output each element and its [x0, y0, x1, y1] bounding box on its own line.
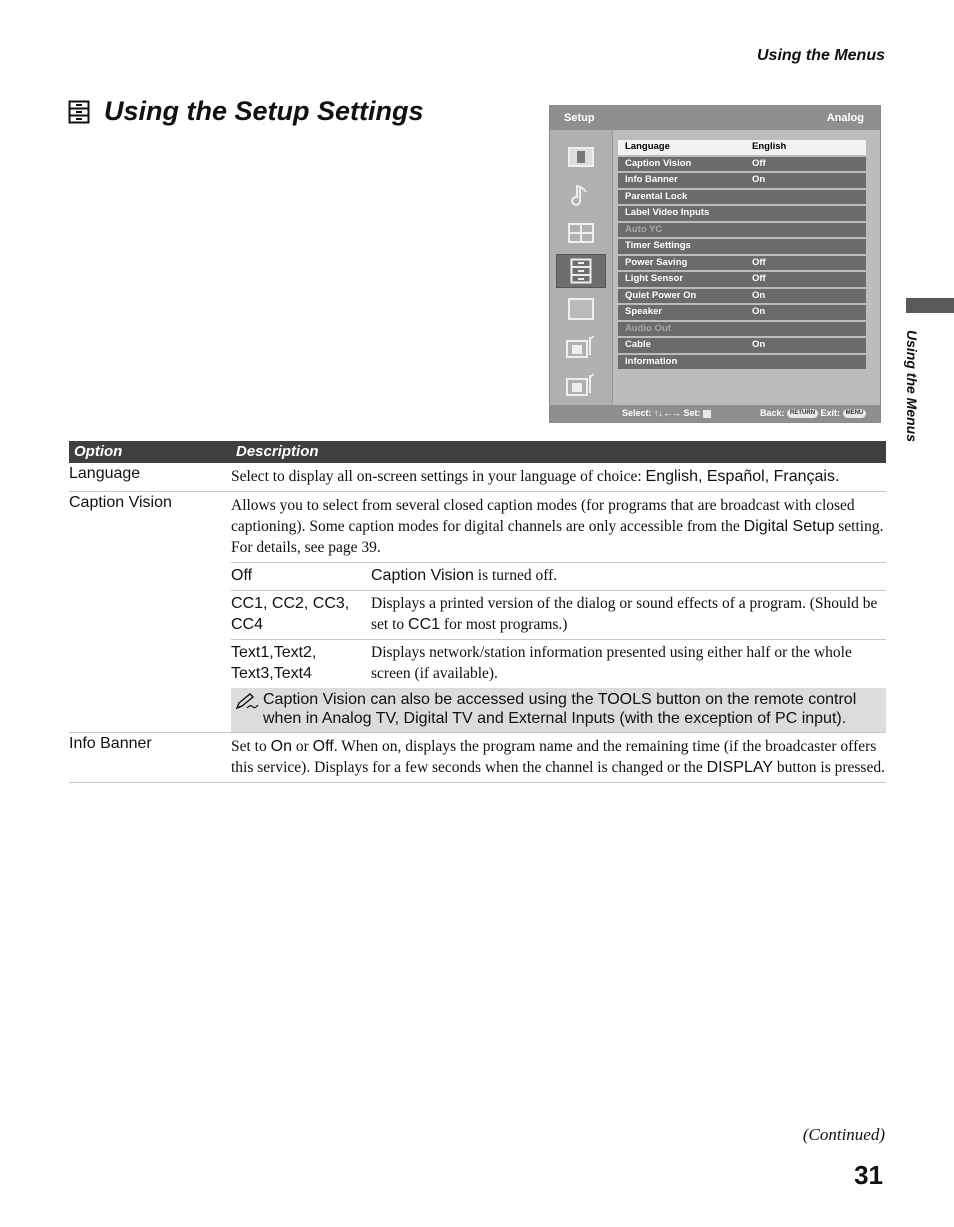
- arrow-keys-icon: ↑↓←→: [654, 408, 682, 418]
- menu-item-disabled: Auto YC: [618, 223, 866, 238]
- side-tab-marker: [906, 298, 954, 313]
- menu-item[interactable]: Caption Vision Off: [618, 157, 866, 172]
- menu-key-icon: MENU: [843, 409, 867, 418]
- side-tab-label: Using the Menus: [904, 330, 920, 443]
- table-row-language: [69, 463, 886, 492]
- menu-item[interactable]: Label Video Inputs: [618, 206, 866, 221]
- option-name: Caption Vision: [69, 494, 172, 511]
- menu-footer-select: Select: ↑↓←→ Set:: [622, 408, 711, 418]
- menu-item[interactable]: Light Sensor Off: [618, 272, 866, 287]
- column-description: Description: [236, 443, 319, 460]
- sub-row-cc: CC1, CC2, CC3, CC4 Displays a printed version of the dialog or sound effects of a program. (Should be set to CC1 for most programs.): [231, 590, 886, 639]
- option-description: Set to On or Off. When on, displays the program name and the remaining time (if the broadcaster offers this service). Displays for a few seconds when the channel is changed or the DISPLAY button is pressed.: [231, 738, 885, 776]
- running-head: Using the Menus: [756, 47, 885, 64]
- menu-header-title: Setup: [564, 112, 595, 124]
- sub-row-text: Text1,Text2, Text3,Text4 Displays network/station information presented using either half or the whole screen (if available).: [231, 639, 886, 688]
- menu-header-mode: Analog: [826, 112, 864, 124]
- note-pencil-icon: [235, 690, 263, 728]
- analog-input-icon: [556, 330, 606, 364]
- title-block: [68, 96, 424, 127]
- setup-icon: [68, 100, 90, 124]
- option-description: Allows you to select from several closed caption modes (for programs that are broadcast with closed captioning). Some caption modes for digital channels are only accessible from the Digital Setup setting. For details, see page 39. Off Caption Vision is turned off. CC1, CC2, CC3, CC4 Displays a printed version of the dialog or sound effects of a program. (Should be set to CC1 for most programs.) Text1,Text2, Text3,Text4 Displays network/station information presented using either half or the whole screen (if available). Caption Vision can also be accessed using the TOOLS button on the remote control when in Analog TV, Digital TV and External Inputs (with the exception of PC input).: [231, 492, 886, 732]
- table-row-caption-vision: [69, 492, 886, 733]
- page-title: Using the Setup Settings: [104, 96, 424, 126]
- setup-menu-screenshot: [549, 105, 881, 423]
- note-box: [231, 688, 886, 732]
- option-name: Language: [69, 465, 141, 482]
- menu-footer: [550, 405, 880, 422]
- menu-item[interactable]: Cable On: [618, 338, 866, 353]
- menu-item-disabled: Audio Out: [618, 322, 866, 337]
- note-text: Caption Vision can also be accessed using the TOOLS button on the remote control when in Analog TV, Digital TV and External Inputs (with the exception of PC input).: [263, 691, 857, 727]
- page-number: 31: [854, 1160, 883, 1190]
- menu-item[interactable]: Information: [618, 355, 866, 370]
- picture-icon: [556, 140, 606, 174]
- menu-category-sidebar: [550, 130, 613, 407]
- menu-item[interactable]: Quiet Power On On: [618, 289, 866, 304]
- menu-item[interactable]: Language English: [618, 140, 866, 155]
- column-option: Option: [74, 443, 123, 460]
- sound-icon: [556, 178, 606, 212]
- option-description: Select to display all on-screen settings in your language of choice: English, Español, Français.: [231, 468, 840, 485]
- menu-header: [550, 106, 880, 130]
- table-header: [69, 441, 886, 463]
- side-tab: [894, 330, 928, 470]
- menu-item[interactable]: Power Saving Off: [618, 256, 866, 271]
- menu-item[interactable]: Parental Lock: [618, 190, 866, 205]
- sub-row-off: Off Caption Vision is turned off.: [231, 562, 886, 590]
- table-row-info-banner: [69, 733, 886, 783]
- option-name: Info Banner: [69, 735, 152, 752]
- digital-input-icon: [556, 368, 606, 402]
- menu-footer-back: Back: RETURN Exit: MENU: [760, 408, 866, 418]
- menu-item[interactable]: Speaker On: [618, 305, 866, 320]
- channel-icon: [556, 216, 606, 250]
- return-key-icon: RETURN: [787, 409, 818, 418]
- screen-icon: [556, 292, 606, 326]
- enter-key-icon: [703, 410, 711, 418]
- menu-item[interactable]: Info Banner On: [618, 173, 866, 188]
- options-table: [69, 441, 886, 783]
- setup-category-icon: [556, 254, 606, 288]
- menu-item-list: [618, 140, 866, 371]
- menu-item[interactable]: Timer Settings: [618, 239, 866, 254]
- continued-label: (Continued): [802, 1125, 885, 1144]
